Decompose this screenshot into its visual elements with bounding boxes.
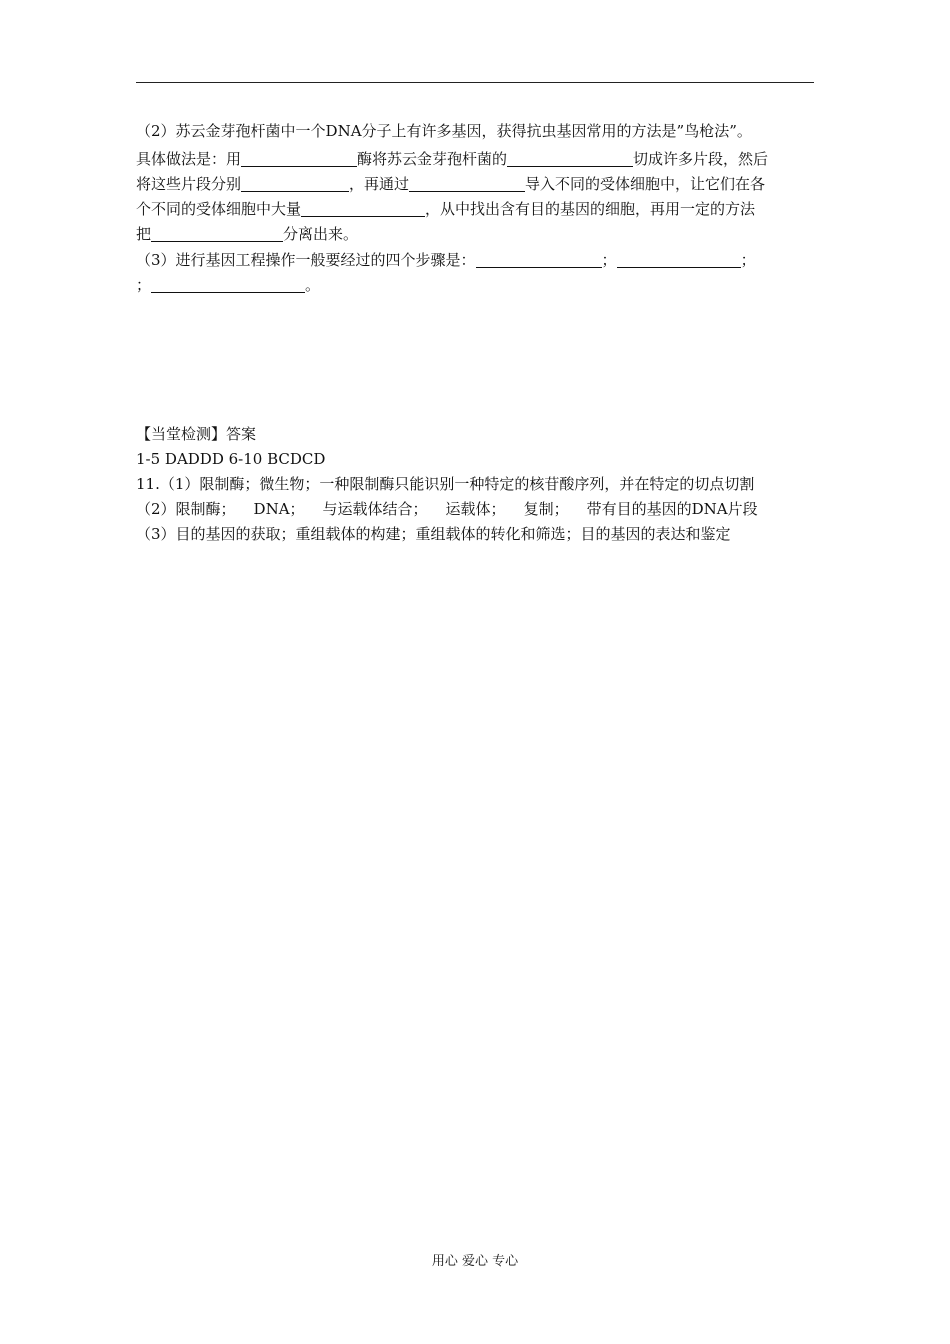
answers-heading	[136, 424, 256, 444]
question-3-line-2	[136, 275, 320, 295]
text: 。	[305, 276, 321, 294]
answers-line-2	[136, 474, 754, 494]
answers-line-4	[136, 524, 731, 544]
text: （2）限制酶；	[136, 500, 236, 518]
text: 分离出来。	[283, 225, 359, 243]
page-footer: 用心 爱心 专心	[431, 1254, 519, 1269]
answers-line-1	[136, 449, 325, 469]
text: 运载体；	[445, 500, 506, 518]
text: 导入不同的受体细胞中，让它们在各	[525, 175, 766, 193]
text: 个不同的受体细胞中大量	[136, 200, 302, 218]
text: 切成许多片段，然后	[633, 150, 769, 168]
text: （3）进行基因工程操作一般要经过的四个步骤是：	[136, 251, 476, 269]
header-rule	[136, 82, 814, 83]
text: 将这些片段分别	[136, 175, 242, 193]
question-2-line-1	[136, 121, 752, 141]
text: （3）目的基因的获取；重组载体的构建；重组载体的转化和筛选；目的基因的表达和鉴定	[136, 525, 731, 543]
text: 酶将苏云金芽孢杆菌的	[357, 150, 508, 168]
answer-blank[interactable]	[241, 150, 357, 167]
question-3-line-1	[136, 250, 756, 270]
text: 具体做法是：用	[136, 150, 242, 168]
answer-blank[interactable]	[617, 251, 741, 268]
text: 11.（1）限制酶；微生物；一种限制酶只能识别一种特定的核苷酸序列，并在特定的切点切割	[136, 475, 755, 493]
answer-blank[interactable]	[301, 200, 425, 217]
answer-blank[interactable]	[507, 150, 633, 167]
answer-blank[interactable]	[476, 251, 602, 268]
text: ，从中找出含有目的基因的细胞，再用一定的方法	[425, 200, 756, 218]
answer-blank[interactable]	[151, 276, 305, 293]
text: 把	[136, 225, 152, 243]
text: ，再通过	[349, 175, 410, 193]
text: ；	[740, 251, 756, 269]
question-2-line-5	[136, 224, 358, 244]
text: （2）苏云金芽孢杆菌中一个DNA分子上有许多基因，获得抗虫基因常用的方法是”鸟枪法”。	[136, 122, 752, 140]
answers-line-3	[136, 499, 758, 519]
text: 【当堂检测】答案	[136, 425, 257, 443]
answer-blank[interactable]	[151, 225, 283, 242]
text: 1-5 DADDD 6-10 BCDCD	[136, 450, 326, 468]
text: 与运载体结合；	[322, 500, 428, 518]
question-2-line-2	[136, 149, 768, 169]
answer-blank[interactable]	[409, 175, 525, 192]
text: 复制；	[523, 500, 569, 518]
question-2-line-3	[136, 174, 765, 194]
text: ；	[601, 251, 617, 269]
text: DNA；	[253, 500, 305, 518]
text: 带有目的基因的DNA片段	[586, 500, 758, 518]
text: ；	[136, 276, 152, 294]
question-2-line-4	[136, 199, 755, 219]
answer-blank[interactable]	[241, 175, 349, 192]
